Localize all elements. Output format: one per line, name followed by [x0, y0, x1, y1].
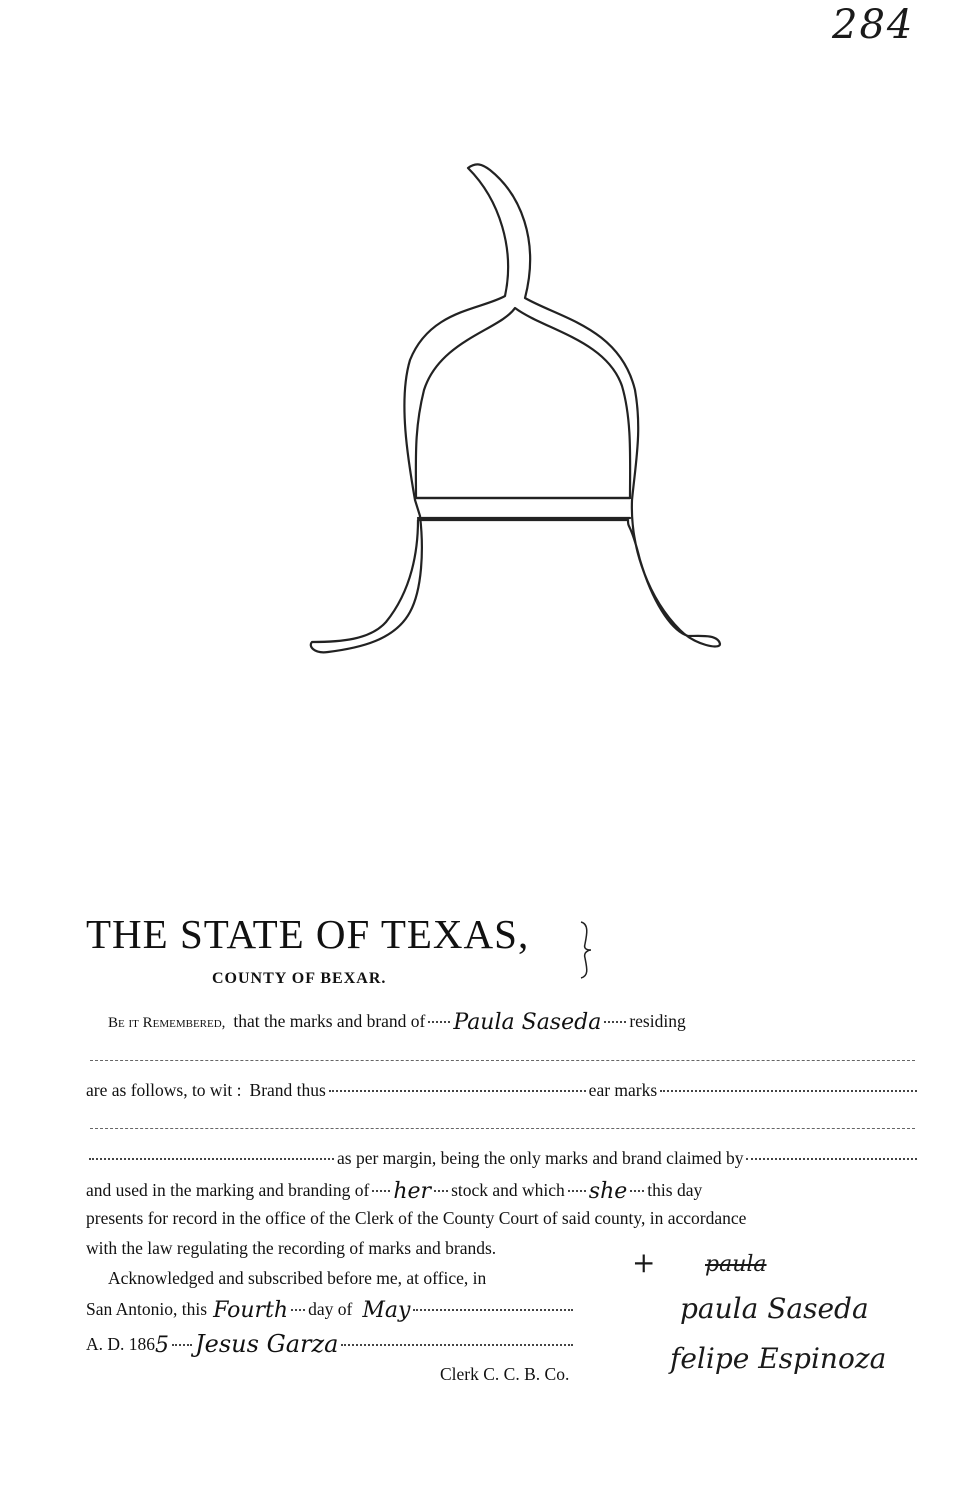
blank-rule [90, 1060, 915, 1061]
law-line: with the law regulating the recording of marks and brands. [86, 1238, 497, 1258]
curly-brace [575, 920, 595, 980]
marking-text: and used in the marking and branding of [86, 1180, 370, 1200]
year-digit: 5 [155, 1333, 170, 1358]
this-day-text: this day [647, 1180, 703, 1200]
acknowledged-line: Acknowledged and subscribed before me, at office, in [108, 1268, 487, 1288]
pronoun-her: her [393, 1179, 432, 1204]
clerk-title: Clerk C. C. B. Co. [440, 1364, 570, 1384]
dot-leader [568, 1190, 586, 1192]
clerk-signature: Jesus Garza [195, 1330, 339, 1358]
dot-leader [413, 1309, 573, 1311]
dot-leader [329, 1090, 586, 1092]
marks-brand-of-text: that the marks and brand of [233, 1011, 426, 1031]
signature-felipe: felipe Espinoza [670, 1342, 887, 1375]
san-antonio-line [86, 1296, 576, 1321]
brand-outer-stroke [311, 164, 720, 652]
struck-signature: paula [705, 1252, 767, 1277]
presents-line: presents for record in the office of the Clerk of the County Court of said county, in accordance [86, 1208, 747, 1228]
dot-leader [434, 1190, 448, 1192]
follows-line [86, 1080, 920, 1101]
owner-name: Paula Saseda [453, 1010, 602, 1035]
dot-leader [630, 1190, 644, 1192]
dot-leader [172, 1344, 192, 1346]
san-antonio-text: San Antonio, this [86, 1299, 208, 1319]
brand-crossbar [416, 498, 630, 518]
stock-line [86, 1177, 920, 1202]
pronoun-she: she [588, 1179, 628, 1204]
year-prefix: A. D. 186 [86, 1334, 156, 1354]
dot-leader [89, 1158, 334, 1160]
day-of-text: day of [308, 1299, 353, 1319]
brand-thus-text: Brand thus [249, 1080, 326, 1100]
page-number: 284 [832, 2, 915, 48]
per-margin-text: as per margin, being the only marks and brand claimed by [337, 1148, 744, 1168]
stock-which-text: stock and which [451, 1180, 565, 1200]
residing-text: residing [629, 1011, 686, 1031]
ear-marks-text: ear marks [588, 1080, 658, 1100]
county-heading: COUNTY OF BEXAR. [212, 970, 387, 987]
dot-leader [660, 1090, 917, 1092]
signature-paula: paula Saseda [680, 1292, 869, 1325]
per-margin-line [86, 1148, 920, 1169]
dot-leader [291, 1309, 305, 1311]
dot-leader [746, 1158, 917, 1160]
be-it-remembered: Be it Remembered, [108, 1015, 226, 1031]
dot-leader [604, 1021, 626, 1023]
month-value: May [362, 1298, 411, 1323]
dot-leader [341, 1344, 573, 1346]
remembered-line [86, 1008, 920, 1033]
dot-leader [428, 1021, 450, 1023]
day-value: Fourth [213, 1298, 289, 1323]
year-line [86, 1328, 576, 1356]
blank-rule [90, 1128, 915, 1129]
cattle-brand-drawing [300, 160, 730, 670]
state-title: THE STATE OF TEXAS, [86, 911, 530, 957]
signature-mark: + [632, 1246, 656, 1279]
follows-text: are as follows, to wit : [86, 1080, 242, 1100]
dot-leader [372, 1190, 390, 1192]
